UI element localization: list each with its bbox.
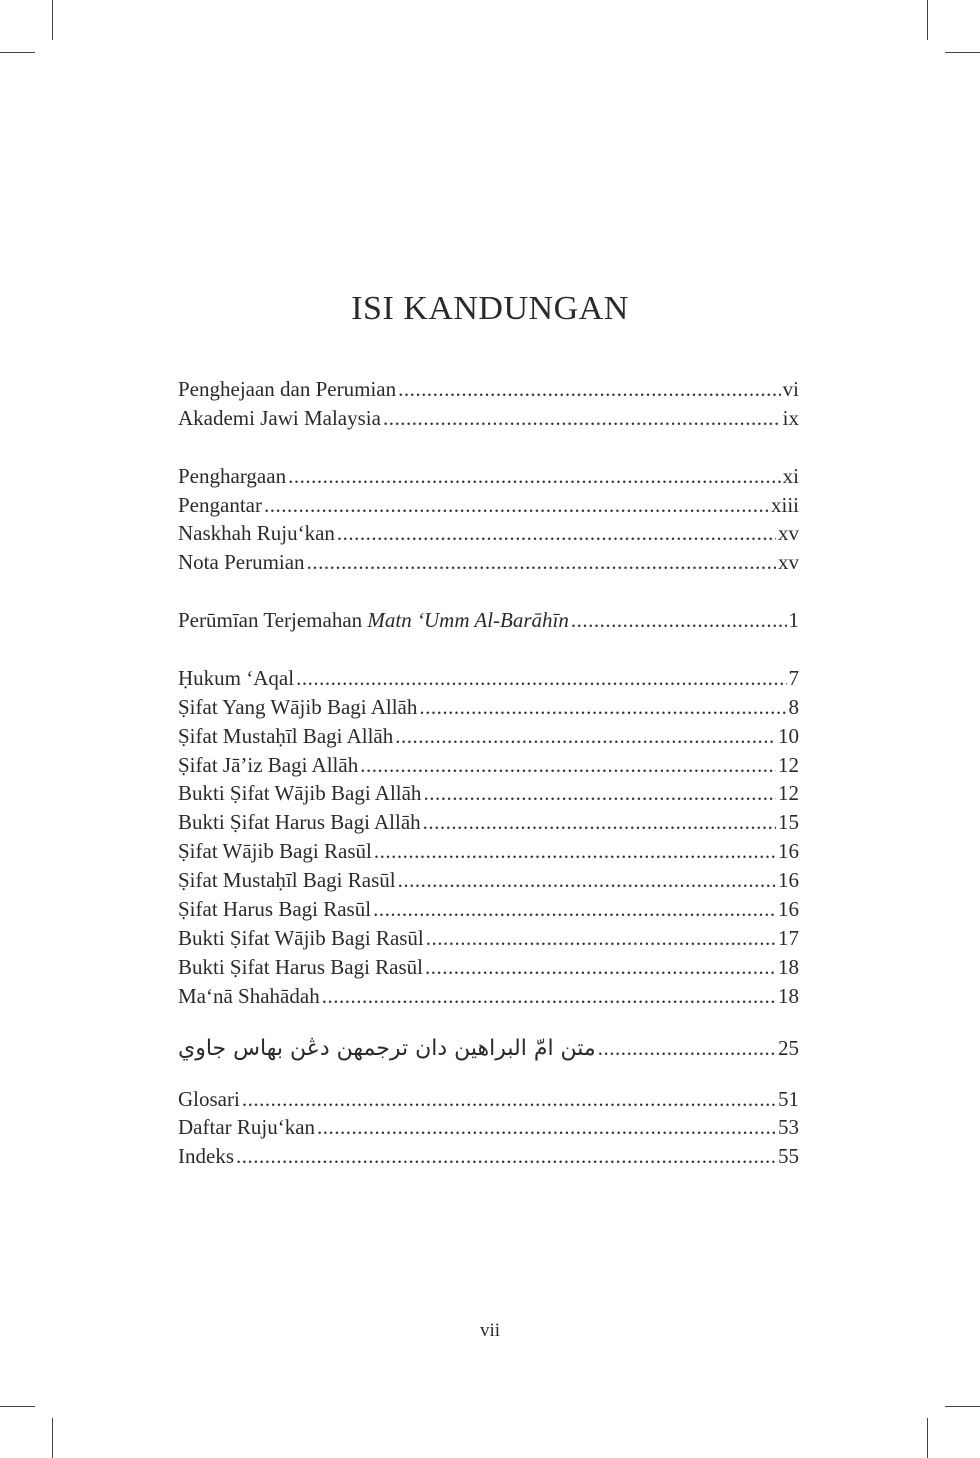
leader-dots — [236, 1144, 776, 1169]
spacer — [178, 1071, 799, 1087]
spacer — [178, 579, 799, 608]
leader-dots — [571, 608, 787, 633]
page-title: ISI KANDUNGAN — [351, 290, 629, 327]
leader-dots — [296, 666, 786, 691]
toc-entry-page: 18 — [778, 954, 799, 979]
crop-mark — [0, 52, 35, 53]
toc-entry-page: ix — [782, 405, 799, 430]
toc-entry-label: Akademi Jawi Malaysia — [178, 405, 381, 430]
leader-dots — [398, 377, 781, 402]
leader-dots — [337, 521, 776, 546]
leader-dots — [395, 724, 776, 749]
toc-entry-label: Penghejaan dan Perumian — [178, 377, 397, 401]
spacer — [178, 637, 799, 666]
toc-entry[interactable] — [178, 781, 799, 810]
crop-mark — [52, 0, 53, 40]
toc-entry[interactable] — [178, 1115, 799, 1144]
toc-entry-label: Nota Perumian — [178, 550, 305, 575]
leader-dots — [307, 550, 776, 575]
toc-entry[interactable] — [178, 868, 799, 897]
toc-entry-label: Glosari — [178, 1086, 240, 1111]
toc-entry-label: Ṣifat Wājib Bagi Rasūl — [178, 839, 372, 864]
toc-entry-page: 7 — [788, 665, 799, 690]
toc-entry[interactable] — [178, 724, 799, 753]
toc-entry[interactable] — [178, 984, 799, 1013]
spacer — [178, 1013, 799, 1027]
toc-entry[interactable] — [178, 550, 799, 579]
toc-entry-label: Bukti Ṣifat Wājib Bagi Allāh — [178, 781, 422, 806]
toc-entry-label: Ṣifat Yang Wājib Bagi Allāh — [178, 694, 418, 719]
toc-entry-label: Naskhah Ruju‘kan — [178, 521, 335, 546]
toc-entry-label-arabic: متن امّ البراهين دان ترجمهن دڠن بهاس جاوي — [178, 1036, 596, 1062]
toc-entry-page: 1 — [788, 608, 799, 633]
toc-entry-label-italic: Matn ‘Umm Al-Barāhīn — [367, 608, 569, 633]
toc-entry-page: 8 — [788, 694, 799, 719]
toc-entry-page: 18 — [778, 983, 799, 1008]
leader-dots — [426, 926, 776, 951]
crop-mark — [945, 1406, 980, 1407]
leader-dots — [425, 955, 776, 980]
toc-entry-label — [178, 608, 569, 633]
toc-entry-label: Penghargaan — [178, 463, 287, 488]
toc-entry-page: 16 — [778, 868, 799, 893]
leader-dots — [322, 984, 776, 1009]
toc-entry[interactable] — [178, 695, 799, 724]
leader-dots — [374, 839, 776, 864]
toc-entry-label: Ṣifat Harus Bagi Rasūl — [178, 897, 372, 922]
spacer — [178, 435, 799, 464]
leader-dots — [423, 810, 776, 835]
toc-entry-label: Pengantar — [178, 492, 262, 517]
crop-mark — [52, 1418, 53, 1458]
leader-dots — [598, 1036, 776, 1061]
toc-entry-page: xiii — [770, 492, 799, 517]
toc-entry[interactable] — [178, 521, 799, 550]
leader-dots — [242, 1087, 776, 1112]
leader-dots — [419, 695, 786, 720]
toc-entry-page: 15 — [778, 810, 799, 835]
crop-mark — [927, 0, 928, 40]
toc-entry-page: xv — [778, 550, 799, 575]
leader-dots — [423, 781, 776, 806]
leader-dots — [383, 406, 781, 431]
crop-mark — [945, 52, 980, 53]
toc-entry[interactable] — [178, 839, 799, 868]
toc-entry-page: 53 — [778, 1115, 799, 1140]
toc-entry-label: Ṣifat Jā’iz Bagi Allāh — [178, 752, 359, 777]
toc-entry-page: 16 — [778, 839, 799, 864]
toc-entry-label: Daftar Ruju‘kan — [178, 1115, 316, 1140]
toc-entry[interactable] — [178, 1144, 799, 1173]
toc-entry[interactable] — [178, 666, 799, 695]
leader-dots — [398, 868, 776, 893]
toc-entry[interactable] — [178, 753, 799, 782]
page-number: vii — [479, 1320, 501, 1341]
toc-entry[interactable] — [178, 406, 799, 435]
toc-entry-page: vi — [782, 377, 799, 401]
toc-entry-label: Indeks — [178, 1144, 234, 1169]
toc-entry-page: 55 — [778, 1144, 799, 1169]
toc-entry[interactable] — [178, 955, 799, 984]
toc-entry-page: 10 — [778, 723, 799, 748]
toc-entry-page: 16 — [778, 897, 799, 922]
toc-entry-page: xi — [782, 463, 799, 488]
table-of-contents — [178, 377, 799, 1173]
toc-entry-page: 12 — [778, 752, 799, 777]
toc-entry-label: Bukti Ṣifat Wājib Bagi Rasūl — [178, 925, 424, 950]
toc-entry-label: Ma‘nā Shahādah — [178, 983, 320, 1008]
toc-entry[interactable] — [178, 1027, 799, 1071]
toc-entry-page: 17 — [778, 925, 799, 950]
toc-entry[interactable] — [178, 926, 799, 955]
toc-entry-page: 25 — [778, 1036, 799, 1061]
toc-entry[interactable] — [178, 608, 799, 637]
toc-entry-label: Ṣifat Mustaḥīl Bagi Allāh — [178, 723, 394, 748]
toc-entry-page: 51 — [778, 1086, 799, 1111]
leader-dots — [264, 493, 769, 518]
leader-dots — [373, 897, 776, 922]
toc-entry[interactable] — [178, 1087, 799, 1116]
toc-entry[interactable] — [178, 897, 799, 926]
toc-entry-page: xv — [778, 521, 799, 546]
leader-dots — [317, 1115, 776, 1140]
toc-entry-label-text: Perūmīan Terjemahan — [178, 608, 368, 633]
toc-entry-label: Bukti Ṣifat Harus Bagi Allāh — [178, 810, 421, 835]
toc-entry-label: Ḥukum ‘Aqal — [178, 665, 295, 690]
crop-mark — [927, 1418, 928, 1458]
crop-mark — [0, 1406, 35, 1407]
toc-entry-label: Ṣifat Mustaḥīl Bagi Rasūl — [178, 868, 396, 893]
toc-entry-page: 12 — [778, 781, 799, 806]
toc-entry-label: Bukti Ṣifat Harus Bagi Rasūl — [178, 954, 423, 979]
leader-dots — [288, 464, 781, 489]
leader-dots — [360, 753, 776, 778]
toc-entry[interactable] — [178, 377, 799, 406]
toc-entry[interactable] — [178, 810, 799, 839]
toc-entry[interactable] — [178, 464, 799, 493]
toc-entry[interactable] — [178, 493, 799, 522]
